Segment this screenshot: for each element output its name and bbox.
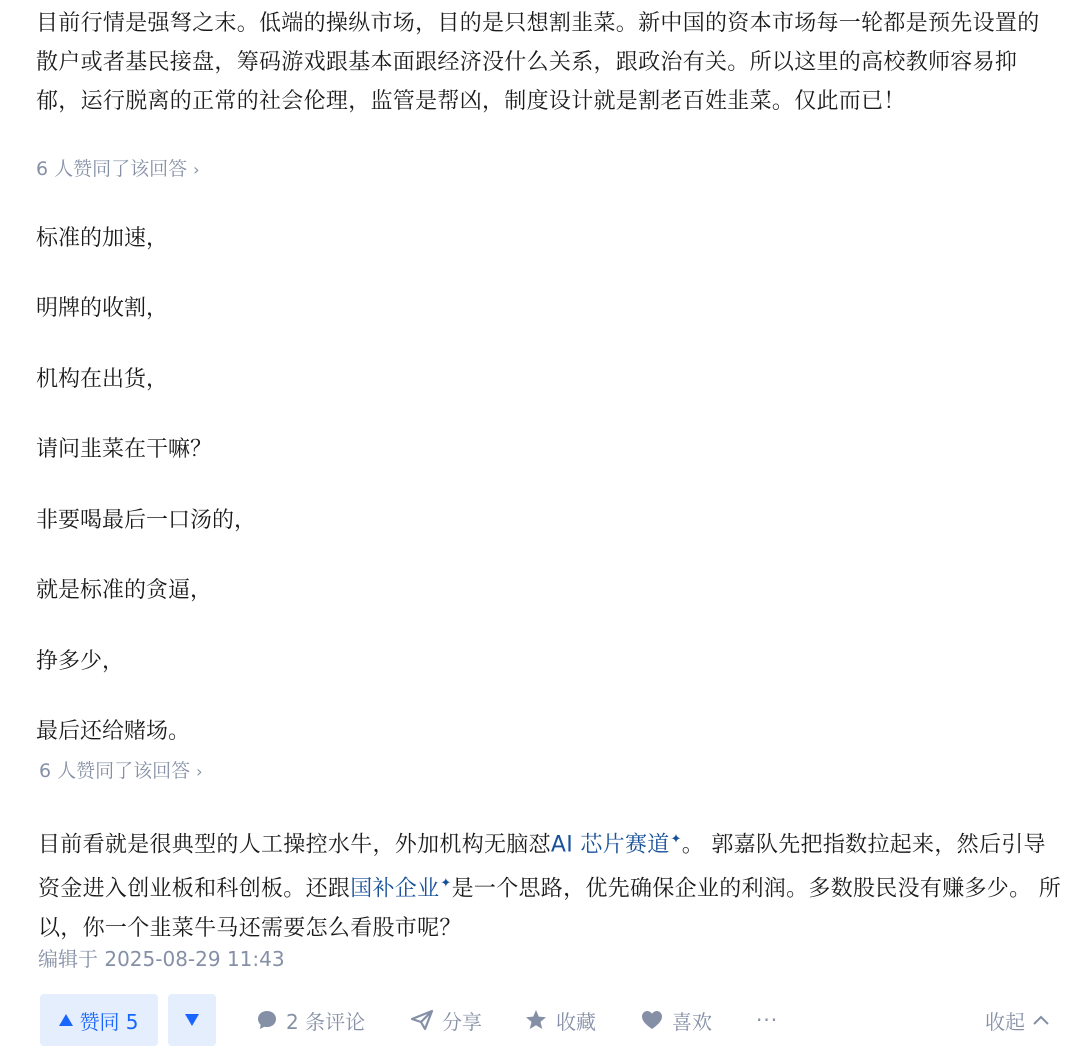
upvote-label: 赞同 5	[79, 1009, 139, 1034]
approve-count-text: 6 人赞同了该回答	[39, 760, 191, 782]
chevron-right-icon: ›	[193, 160, 200, 179]
answer-2-approve-count[interactable]	[39, 758, 203, 785]
comment-button[interactable]	[256, 994, 365, 1046]
approve-count-text: 6 人赞同了该回答	[36, 158, 188, 180]
ai-chip-track-link[interactable]: AI 芯片赛道	[550, 832, 670, 858]
chevron-right-icon: ›	[196, 762, 203, 781]
answer-2-line: 标准的加速，	[36, 226, 169, 251]
comment-label: 2 条评论	[286, 1009, 366, 1034]
collapse-label: 收起	[985, 1009, 1025, 1034]
downvote-button[interactable]	[168, 994, 216, 1046]
heart-icon	[640, 1009, 664, 1031]
chevron-up-icon	[1033, 1015, 1049, 1025]
comment-icon	[256, 1009, 278, 1031]
like-label: 喜欢	[672, 1009, 712, 1034]
sparkle-icon: ✦	[670, 832, 682, 847]
sparkle-icon: ✦	[440, 876, 452, 892]
edited-timestamp: 编辑于 2025-08-29 11:43	[38, 947, 285, 971]
collect-label: 收藏	[556, 1009, 596, 1034]
answer-3-text	[38, 820, 1064, 948]
answer-2-line: 请问韭菜在干嘛？	[36, 437, 213, 462]
upvote-button[interactable]	[40, 994, 158, 1046]
answer-3-text-part: 目前看就是很典型的人工操控水牛，外加机构无脑怼	[38, 832, 551, 858]
share-button[interactable]	[410, 994, 482, 1046]
answer-2-line: 明牌的收割，	[36, 296, 169, 321]
more-button[interactable]	[756, 994, 778, 1046]
answer-2-line: 机构在出货，	[36, 367, 169, 392]
more-icon: ···	[756, 1008, 779, 1032]
share-label: 分享	[442, 1009, 482, 1034]
collapse-button[interactable]	[985, 994, 1049, 1046]
share-icon	[410, 1009, 434, 1031]
action-bar	[0, 990, 1080, 1050]
star-icon	[524, 1009, 548, 1031]
answer-2-line: 最后还给赌场。	[36, 719, 191, 744]
answer-2-line: 挣多少，	[36, 649, 125, 674]
triangle-up-icon	[59, 1014, 73, 1026]
answer-3-text-part: 。 郭嘉队先把指数拉起来，然后引导资金进入创业板和科创板。还跟	[38, 832, 1046, 902]
like-button[interactable]	[640, 994, 712, 1046]
answer-3-text-part: 是一个思路，优先确保企业的利润。多数股民没有赚多少。 所以，你一个韭菜牛马还需要怎么看股市呢？	[38, 876, 1062, 941]
answer-2-line: 非要喝最后一口汤的，	[36, 508, 257, 533]
answer-1-text: 目前行情是强弩之末。低端的操纵市场，目的是只想割韭菜。新中国的资本市场每一轮都是预先设置的散户或者基民接盘，筹码游戏跟基本面跟经济没什么关系，跟政治有关。所以这里的高校教师容易抑郁，运行脱离的正常的社会伦理，监管是帮凶，制度设计就是割老百姓韭菜。仅此而已！	[36, 11, 1040, 114]
collect-button[interactable]	[524, 994, 596, 1046]
national-subsidy-link[interactable]: 国补企业	[350, 876, 440, 902]
answer-1-approve-count[interactable]	[36, 156, 200, 183]
triangle-down-icon	[185, 1014, 199, 1026]
answer-2-line: 就是标准的贪逼，	[36, 578, 213, 603]
